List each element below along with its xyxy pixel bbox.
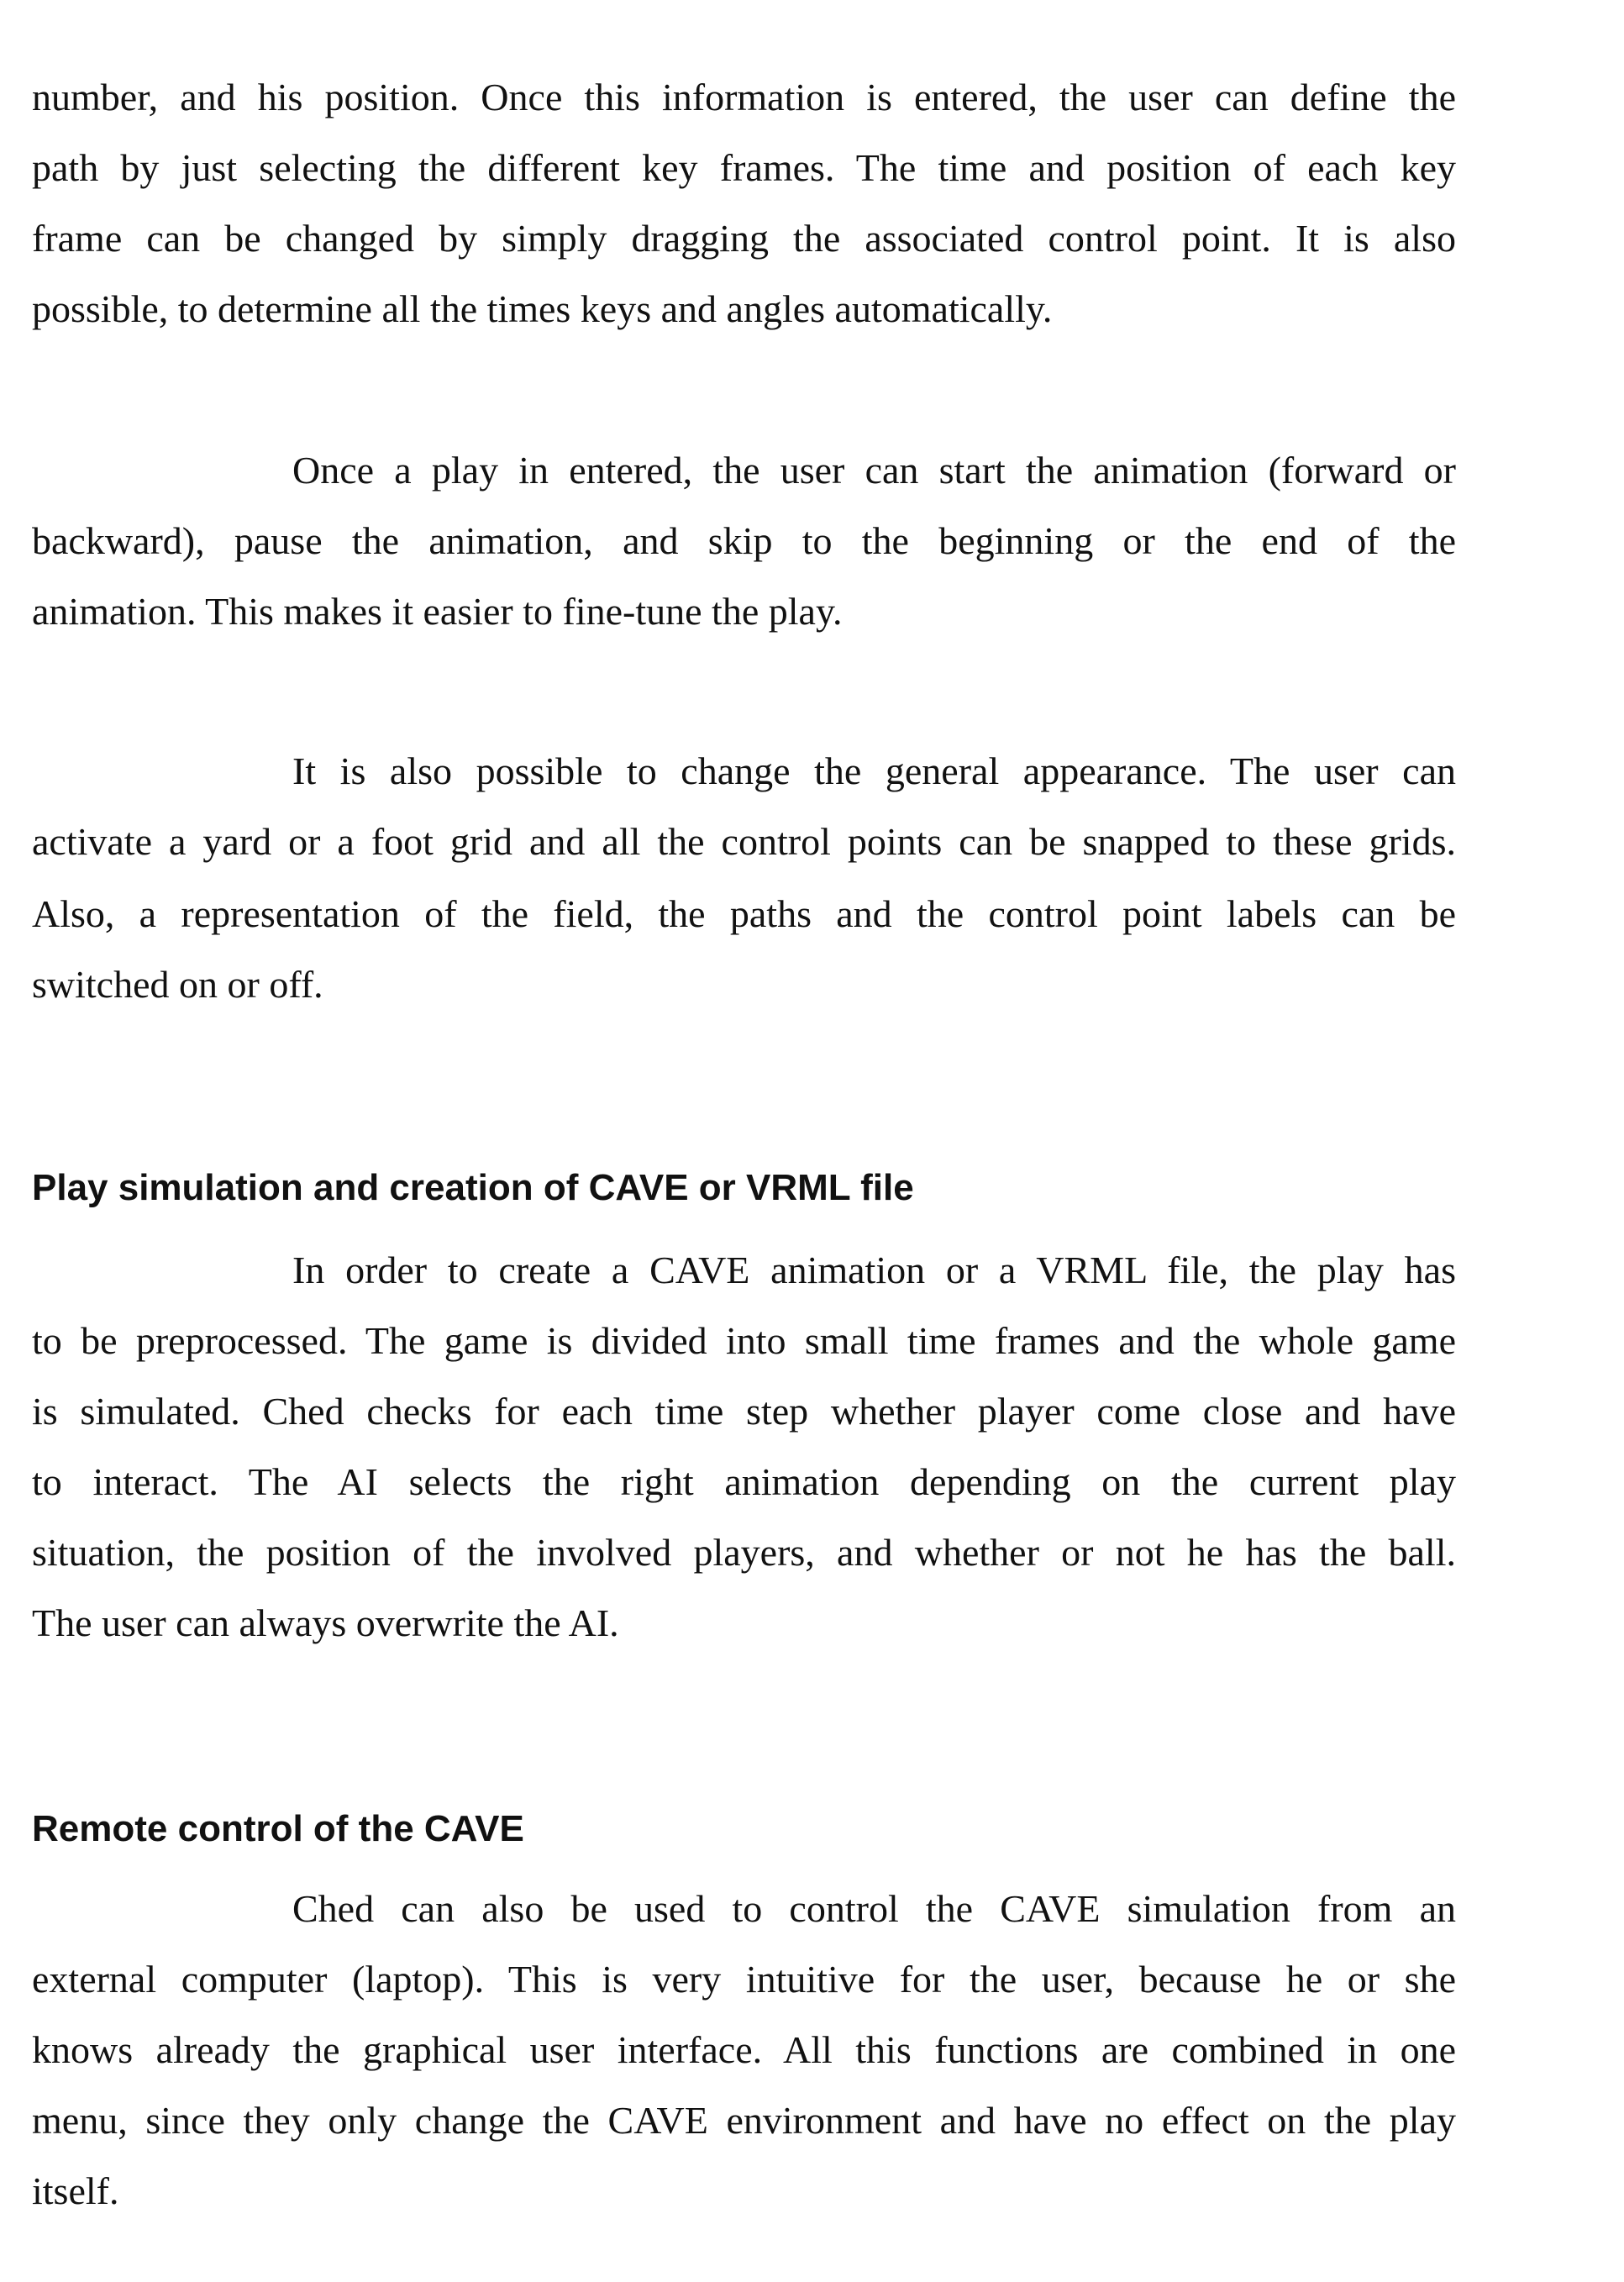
text-line: backward), pause the animation, and skip to the beginning or the end of the [32, 516, 1456, 566]
text-line: frame can be changed by simply dragging the associated control point. It is also [32, 213, 1456, 264]
text-line: The user can always overwrite the AI. [32, 1598, 619, 1648]
section-heading: Remote control of the CAVE [32, 1804, 524, 1854]
text-line: is simulated. Ched checks for each time step whether player come close and have [32, 1386, 1456, 1437]
text-line: switched on or off. [32, 960, 323, 1010]
text-line: path by just selecting the different key frames. The time and position of each key [32, 143, 1456, 193]
text-line: number, and his position. Once this information is entered, the user can define the [32, 72, 1456, 123]
text-line: Ched can also be used to control the CAVE simulation from an [292, 1884, 1456, 1934]
text-line: itself. [32, 2166, 118, 2216]
text-line: external computer (laptop). This is very intuitive for the user, because he or she [32, 1954, 1456, 2005]
text-line: activate a yard or a foot grid and all the control points can be snapped to these grids. [32, 817, 1456, 867]
text-line: to be preprocessed. The game is divided into small time frames and the whole game [32, 1316, 1456, 1366]
text-line: Also, a representation of the field, the paths and the control point labels can be [32, 889, 1456, 939]
text-line: possible, to determine all the times keys and angles automatically. [32, 284, 1052, 334]
text-line: situation, the position of the involved players, and whether or not he has the ball. [32, 1527, 1456, 1578]
text-line: knows already the graphical user interface. All this functions are combined in one [32, 2025, 1456, 2075]
text-line: Once a play in entered, the user can start the animation (forward or [292, 445, 1456, 496]
section-heading: Play simulation and creation of CAVE or VRML file [32, 1163, 914, 1213]
text-line: It is also possible to change the general appearance. The user can [292, 746, 1456, 797]
text-line: animation. This makes it easier to fine-tune the play. [32, 586, 842, 637]
text-line: to interact. The AI selects the right animation depending on the current play [32, 1457, 1456, 1507]
text-line: In order to create a CAVE animation or a VRML file, the play has [292, 1245, 1456, 1296]
text-line: menu, since they only change the CAVE environment and have no effect on the play [32, 2095, 1456, 2146]
